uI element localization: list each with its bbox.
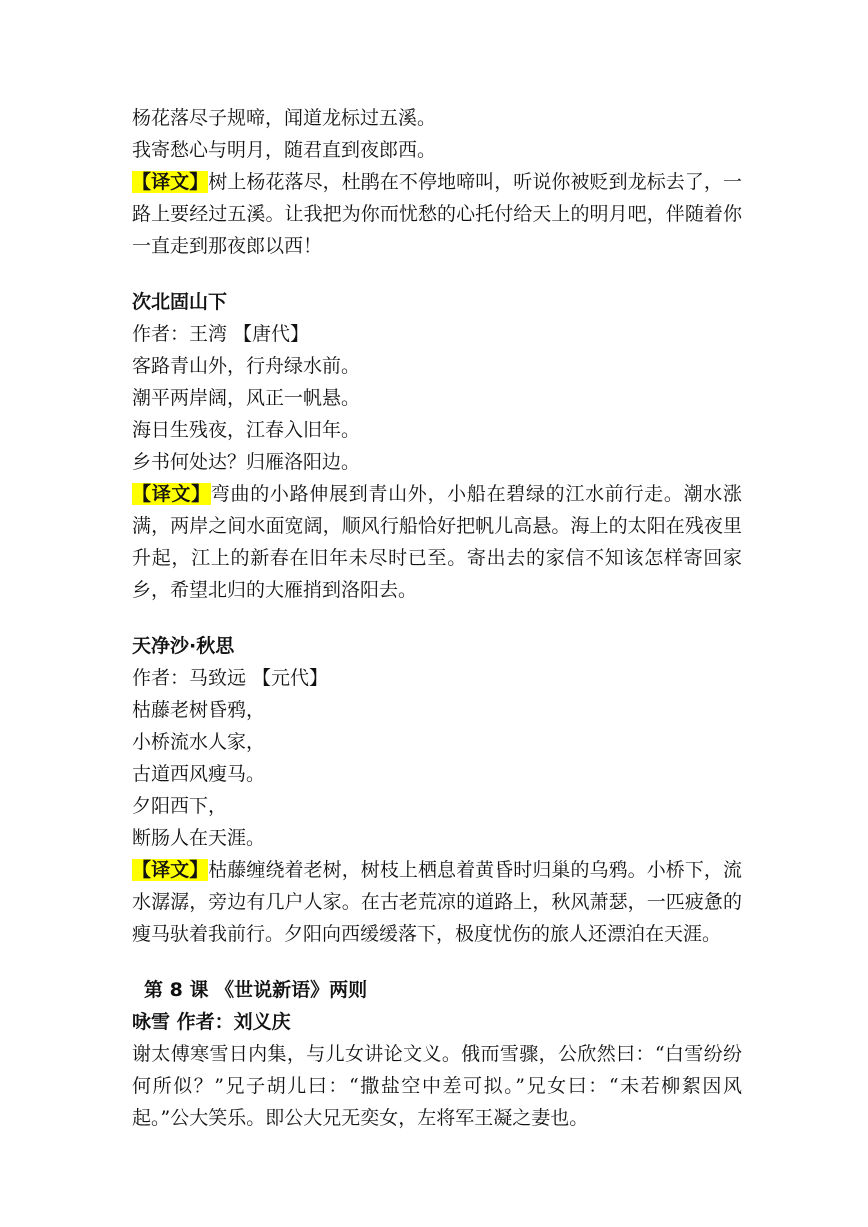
lesson-text: 谢太傅寒雪日内集，与儿女讲论文义。俄而雪骤，公欣然曰：“白雪纷纷何所似？”兄子胡儿曰：“撒盐空中差可拟。”兄女曰：“未若柳絮因风起。”公大笑乐。即公大兄无奕女，左将军王凝之妻也。 (132, 1043, 742, 1129)
lesson-subtitle: 咏雪 作者：刘义庆 (132, 1011, 291, 1033)
section-gap (132, 606, 742, 630)
poem-line: 潮平两岸阔，风正一帆悬。 (132, 387, 361, 409)
poem-line: 古道西风瘦马。 (132, 763, 266, 785)
poem-author: 作者：王湾 【唐代】 (132, 323, 310, 345)
poem-title: 次北固山下 (132, 291, 228, 313)
poem-line: 乡书何处达？归雁洛阳边。 (132, 451, 361, 473)
translation-paragraph (132, 854, 742, 950)
poem-line: 小桥流水人家， (132, 731, 266, 753)
translation-paragraph (132, 478, 742, 606)
translation-text: 树上杨花落尽，杜鹃在不停地啼叫，听说你被贬到龙标去了，一路上要经过五溪。让我把为你而忧愁的心托付给天上的明月吧，伴随着你一直走到那夜郎以西！ (132, 171, 742, 257)
poem-author: 作者：马致远 【元代】 (132, 667, 329, 689)
lesson-heading: 第 8 课 《世说新语》两则 (144, 979, 368, 1001)
poem-line: 断肠人在天涯。 (132, 827, 266, 849)
document-content (132, 102, 742, 1134)
translation-label: 【译文】 (132, 483, 211, 505)
translation-label: 【译文】 (132, 859, 209, 881)
poem-line: 夕阳西下， (132, 795, 228, 817)
translation-paragraph (132, 166, 742, 262)
poem-line: 客路青山外，行舟绿水前。 (132, 355, 361, 377)
poem-title: 天净沙·秋思 (132, 635, 235, 657)
poem-line: 杨花落尽子规啼，闻道龙标过五溪。 (132, 107, 437, 129)
poem-line: 海日生残夜，江春入旧年。 (132, 419, 361, 441)
translation-text: 枯藤缠绕着老树，树枝上栖息着黄昏时归巢的乌鸦。小桥下，流水潺潺，旁边有几户人家。在古老荒凉的道路上，秋风萧瑟，一匹疲惫的瘦马驮着我前行。夕阳向西缓缓落下，极度忧伤的旅人还漂泊在天涯。 (132, 859, 742, 945)
poem-line: 我寄愁心与明月，随君直到夜郎西。 (132, 139, 437, 161)
poem-line: 枯藤老树昏鸦， (132, 699, 266, 721)
translation-label: 【译文】 (132, 171, 209, 193)
section-gap (132, 950, 742, 974)
section-gap (132, 262, 742, 286)
translation-text: 弯曲的小路伸展到青山外，小船在碧绿的江水前行走。潮水涨满，两岸之间水面宽阔，顺风行船恰好把帆儿高悬。海上的太阳在残夜里升起，江上的新春在旧年未尽时已至。寄出去的家信不知该怎样寄回家乡，希望北归的大雁捎到洛阳去。 (132, 483, 742, 601)
